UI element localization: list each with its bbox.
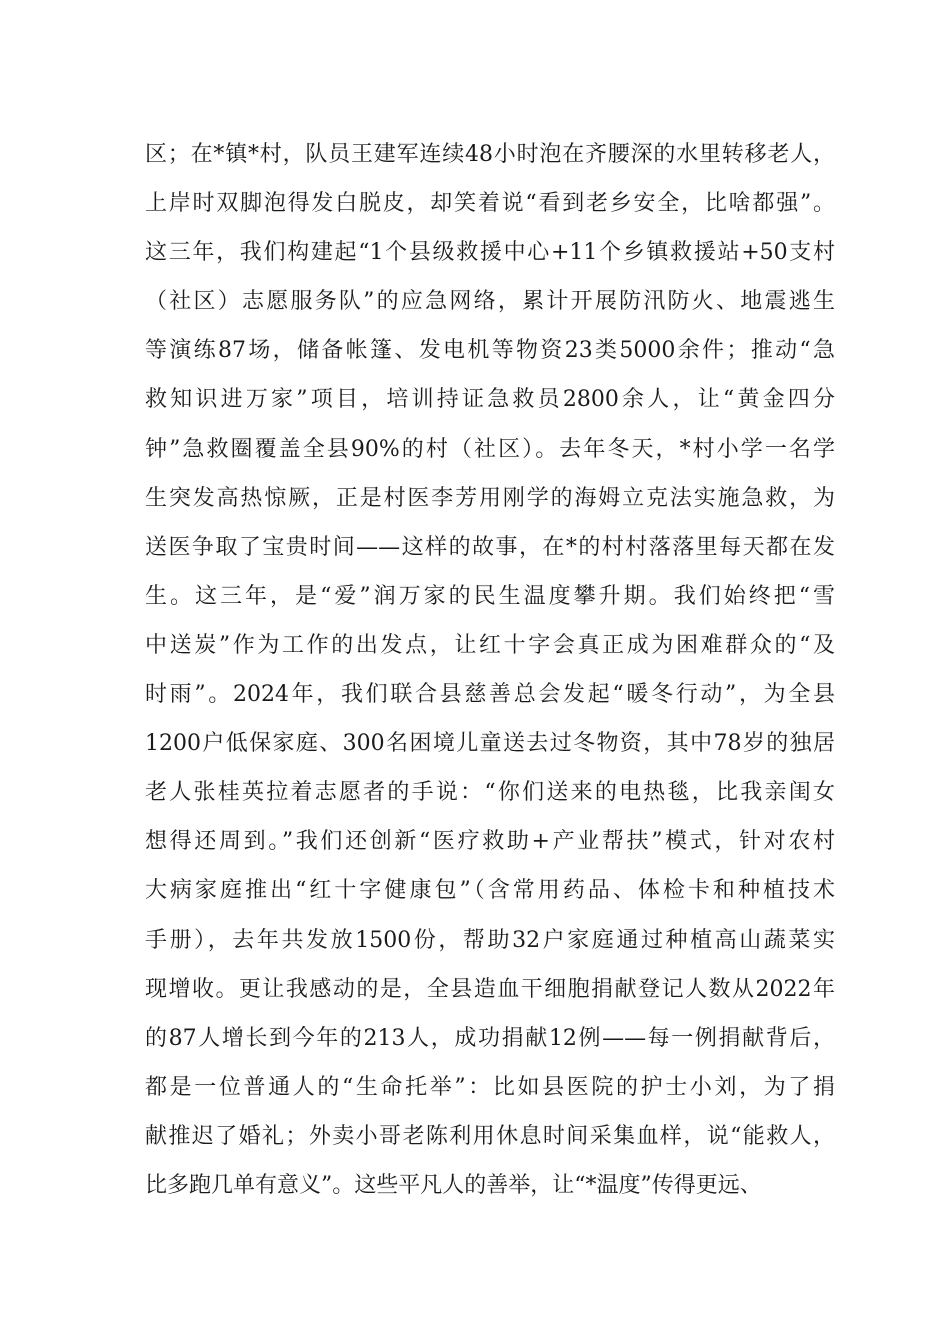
text-line-15: 想得还周到。”我们还创新“医疗救助+产业帮扶”模式，针对农村	[145, 829, 835, 855]
text-line-20: 都是一位普通人的“生命托举”：比如县医院的护士小刘，为了捐	[145, 1074, 835, 1100]
text-line-9: 送医争取了宝贵时间——这样的故事，在*的村村落落里每天都在发	[145, 534, 835, 560]
text-line-11: 中送炭”作为工作的出发点，让红十字会真正成为困难群众的“及	[145, 632, 835, 658]
text-line-18: 现增收。更让我感动的是，全县造血干细胞捐献登记人数从2022年	[145, 976, 835, 1002]
text-line-13: 1200户低保家庭、300名困境儿童送去过冬物资，其中78岁的独居	[145, 731, 835, 757]
text-line-21: 献推迟了婚礼；外卖小哥老陈利用休息时间采集血样，说“能救人，	[145, 1123, 835, 1149]
text-line-16: 大病家庭推出“红十字健康包”（含常用药品、体检卡和种植技术	[145, 878, 835, 904]
text-line-17: 手册），去年共发放1500份，帮助32户家庭通过种植高山蔬菜实	[145, 927, 835, 953]
text-line-22: 比多跑几单有意义”。这些平凡人的善举，让“*温度”传得更远、	[145, 1172, 762, 1198]
text-line-10: 生。这三年，是“爱”润万家的民生温度攀升期。我们始终把“雪	[145, 583, 835, 609]
text-line-12: 时雨”。2024年，我们联合县慈善总会发起“暖冬行动”，为全县	[145, 682, 835, 708]
text-line-7: 钟”急救圈覆盖全县90%的村（社区）。去年冬天，*村小学一名学	[145, 436, 835, 462]
text-line-6: 救知识进万家”项目，培训持证急救员2800余人，让“黄金四分	[145, 387, 835, 413]
body-text	[145, 130, 835, 1210]
text-line-2: 上岸时双脚泡得发白脱皮，却笑着说“看到老乡安全，比啥都强”。	[145, 191, 835, 217]
text-line-14: 老人张桂英拉着志愿者的手说：“你们送来的电热毯，比我亲闺女	[145, 780, 835, 806]
text-line-4: （社区）志愿服务队”的应急网络，累计开展防汛防火、地震逃生	[145, 289, 835, 315]
text-line-1: 区；在*镇*村，队员王建军连续48小时泡在齐腰深的水里转移老人，	[145, 142, 835, 167]
text-line-19: 的87人增长到今年的213人，成功捐献12例——每一例捐献背后，	[145, 1025, 835, 1051]
text-line-8: 生突发高热惊厥，正是村医李芳用刚学的海姆立克法实施急救，为	[145, 485, 835, 511]
text-line-5: 等演练87场，储备帐篷、发电机等物资23类5000余件；推动“急	[145, 338, 835, 364]
text-line-3: 这三年，我们构建起“1个县级救援中心+11个乡镇救援站+50支村	[145, 240, 835, 266]
